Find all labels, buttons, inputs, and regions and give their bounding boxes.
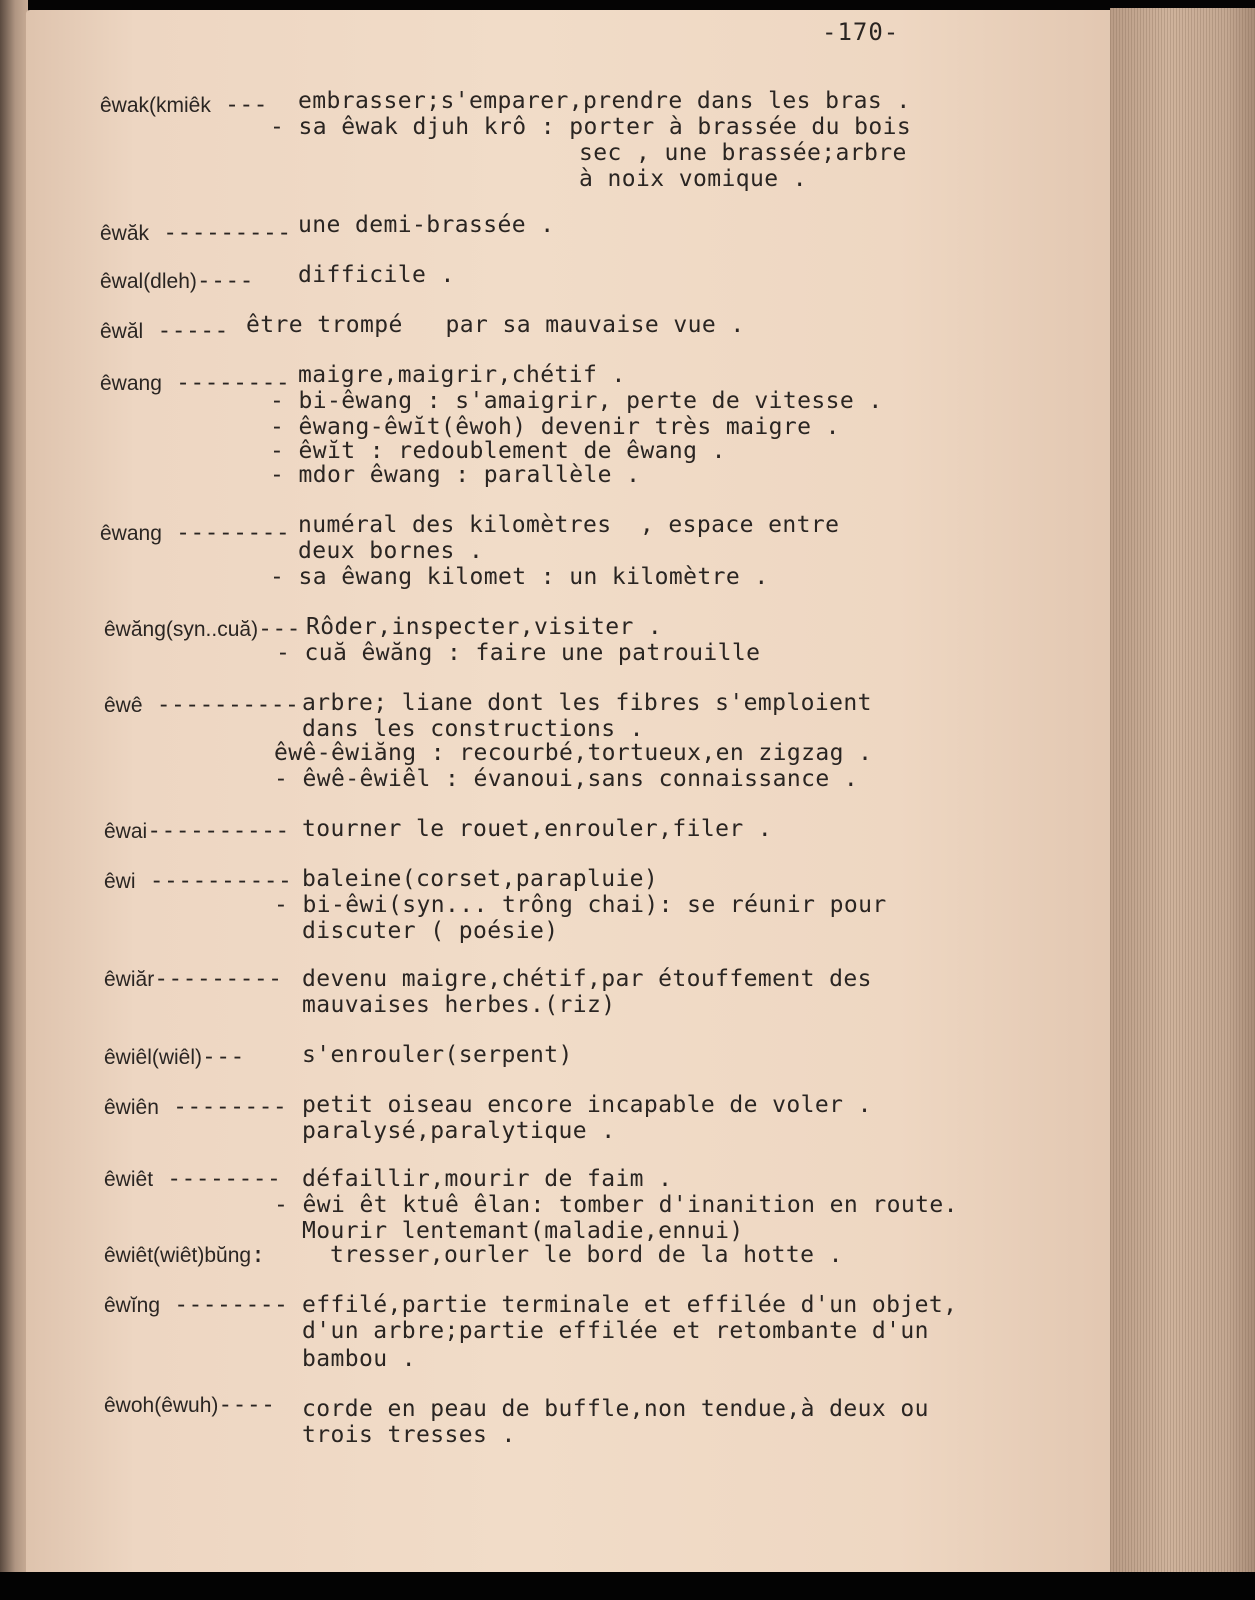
headword-text: êwak(kmiêk [100, 94, 211, 117]
headword-text: êwăl [100, 320, 144, 343]
entry-dashes: -------- [158, 1094, 288, 1120]
headword-text: êwê [104, 694, 143, 717]
entry-line: - bi-êwang : s'amaigrir, perte de vitesse . [270, 388, 883, 414]
entry-dashes: ---- [196, 268, 254, 294]
entry-dashes: --- [210, 92, 268, 118]
entry-headword [104, 616, 301, 642]
entry-headword [100, 92, 268, 118]
headword-text: êwiên [104, 1096, 159, 1119]
entry-line: défaillir,mourir de faim . [302, 1166, 673, 1192]
entry-headword [104, 1094, 287, 1120]
entry-headword [104, 1166, 281, 1192]
entry-headword [100, 370, 290, 396]
entry-dashes: ---------- [142, 692, 300, 718]
entry-line: discuter ( poésie) [302, 918, 559, 944]
entry-headword [104, 1242, 265, 1268]
entry-line: être trompé par sa mauvaise vue . [246, 312, 745, 338]
entry-line: à noix vomique . [579, 166, 807, 192]
entry-line: tresser,ourler le bord de la hotte . [330, 1242, 843, 1268]
entry-line: arbre; liane dont les fibres s'emploient [302, 690, 872, 716]
entry-line: Rôder,inspecter,visiter . [306, 614, 663, 640]
headword-text: êwiêl(wiêl) [104, 1046, 203, 1069]
entry-dashes: -------- [160, 1292, 289, 1318]
entry-line: bambou . [302, 1346, 416, 1372]
entry-dashes: ----- [143, 318, 229, 344]
headword-text: êwiêt [104, 1168, 154, 1191]
entry-line: baleine(corset,parapluie) [302, 866, 659, 892]
entry-headword [100, 268, 254, 294]
entry-line: difficile . [298, 262, 455, 288]
entry-line: - sa êwak djuh krô : porter à brassée du bois [270, 114, 912, 140]
entry-dashes: --------- [154, 966, 283, 992]
left-page-edge [0, 0, 28, 1590]
entry-line: êwê-êwiăng : recourbé,tortueux,en zigzag . [274, 740, 873, 766]
entry-line: - cuă êwăng : faire une patrouille [276, 640, 761, 666]
entry-line: - êwang-êwĭt(êwoh) devenir très maigre . [270, 414, 840, 440]
entry-line: - êwĭt : redoublement de êwang . [270, 438, 726, 464]
bottom-shadow [0, 1572, 1255, 1600]
entry-headword [104, 1392, 275, 1418]
headword-text: êwai [104, 820, 148, 843]
headword-text: êwang [100, 372, 162, 395]
entry-line: sec , une brassée;arbre [579, 140, 907, 166]
entry-headword [104, 1292, 288, 1318]
entry-line: petit oiseau encore incapable de voler . [302, 1092, 872, 1118]
headword-text: êwiăr [104, 968, 155, 991]
entry-headword [104, 818, 290, 844]
entry-headword [104, 966, 282, 992]
entry-headword [104, 692, 299, 718]
headword-text: êwăk [100, 222, 150, 245]
entry-line: effilé,partie terminale et effilée d'un objet, [302, 1292, 958, 1318]
headword-text: êwal(dleh) [100, 270, 197, 293]
entry-line: Mourir lentemant(maladie,ennui) [302, 1218, 744, 1244]
entry-dashes: --------- [149, 220, 292, 246]
entry-line: une demi-brassée . [298, 212, 555, 238]
entry-line: deux bornes . [298, 538, 484, 564]
entry-dashes: ---- [218, 1392, 276, 1418]
entry-line: - mdor êwang : parallèle . [270, 462, 641, 488]
entry-headword [104, 868, 292, 894]
entry-line: paralysé,paralytique . [302, 1118, 616, 1144]
entry-dashes: : [251, 1242, 266, 1268]
headword-text: êwi [104, 870, 136, 893]
entry-line: devenu maigre,chétif,par étouffement des [302, 966, 872, 992]
page-number: -170- [822, 18, 900, 46]
headword-text: êwoh(êwuh) [104, 1394, 219, 1417]
entry-dashes: --- [258, 616, 301, 642]
entry-line: - sa êwang kilomet : un kilomètre . [270, 564, 769, 590]
entry-dashes: --- [202, 1044, 245, 1070]
entry-line: - bi-êwi(syn... trông chai): se réunir pour [274, 892, 887, 918]
entry-line: - êwê-êwiêl : évanoui,sans connaissance . [274, 766, 859, 792]
entry-line: mauvaises herbes.(riz) [302, 992, 616, 1018]
entry-line: numéral des kilomètres , espace entre [298, 512, 840, 538]
page-edge-stack [1110, 8, 1255, 1580]
headword-text: êwĭng [104, 1294, 161, 1317]
entry-line: maigre,maigrir,chétif . [298, 362, 626, 388]
headword-text: êwiêt(wiêt)bŭng [104, 1244, 252, 1267]
entry-line: d'un arbre;partie effilée et retombante d'un [302, 1318, 929, 1344]
entry-dashes: -------- [161, 370, 291, 396]
entry-dashes: -------- [161, 520, 291, 546]
entry-line: s'enrouler(serpent) [302, 1042, 573, 1068]
entry-line: tourner le rouet,enrouler,filer . [302, 816, 773, 842]
entry-line: trois tresses . [302, 1422, 516, 1448]
entry-headword [100, 220, 292, 246]
entry-dashes: ---------- [135, 868, 293, 894]
entry-headword [100, 520, 290, 546]
entry-line: dans les constructions . [302, 716, 644, 742]
entry-line: - êwi êt ktuê êlan: tomber d'inanition en route. [274, 1192, 958, 1218]
entry-line: corde en peau de buffle,non tendue,à deux ou [302, 1396, 929, 1422]
entry-dashes: ---------- [147, 818, 290, 844]
entry-headword [104, 1044, 245, 1070]
entry-line: embrasser;s'emparer,prendre dans les bras . [298, 88, 911, 114]
headword-text: êwang [100, 522, 162, 545]
entry-dashes: -------- [153, 1166, 282, 1192]
entry-headword [100, 318, 229, 344]
headword-text: êwăng(syn..cuă) [104, 618, 259, 641]
